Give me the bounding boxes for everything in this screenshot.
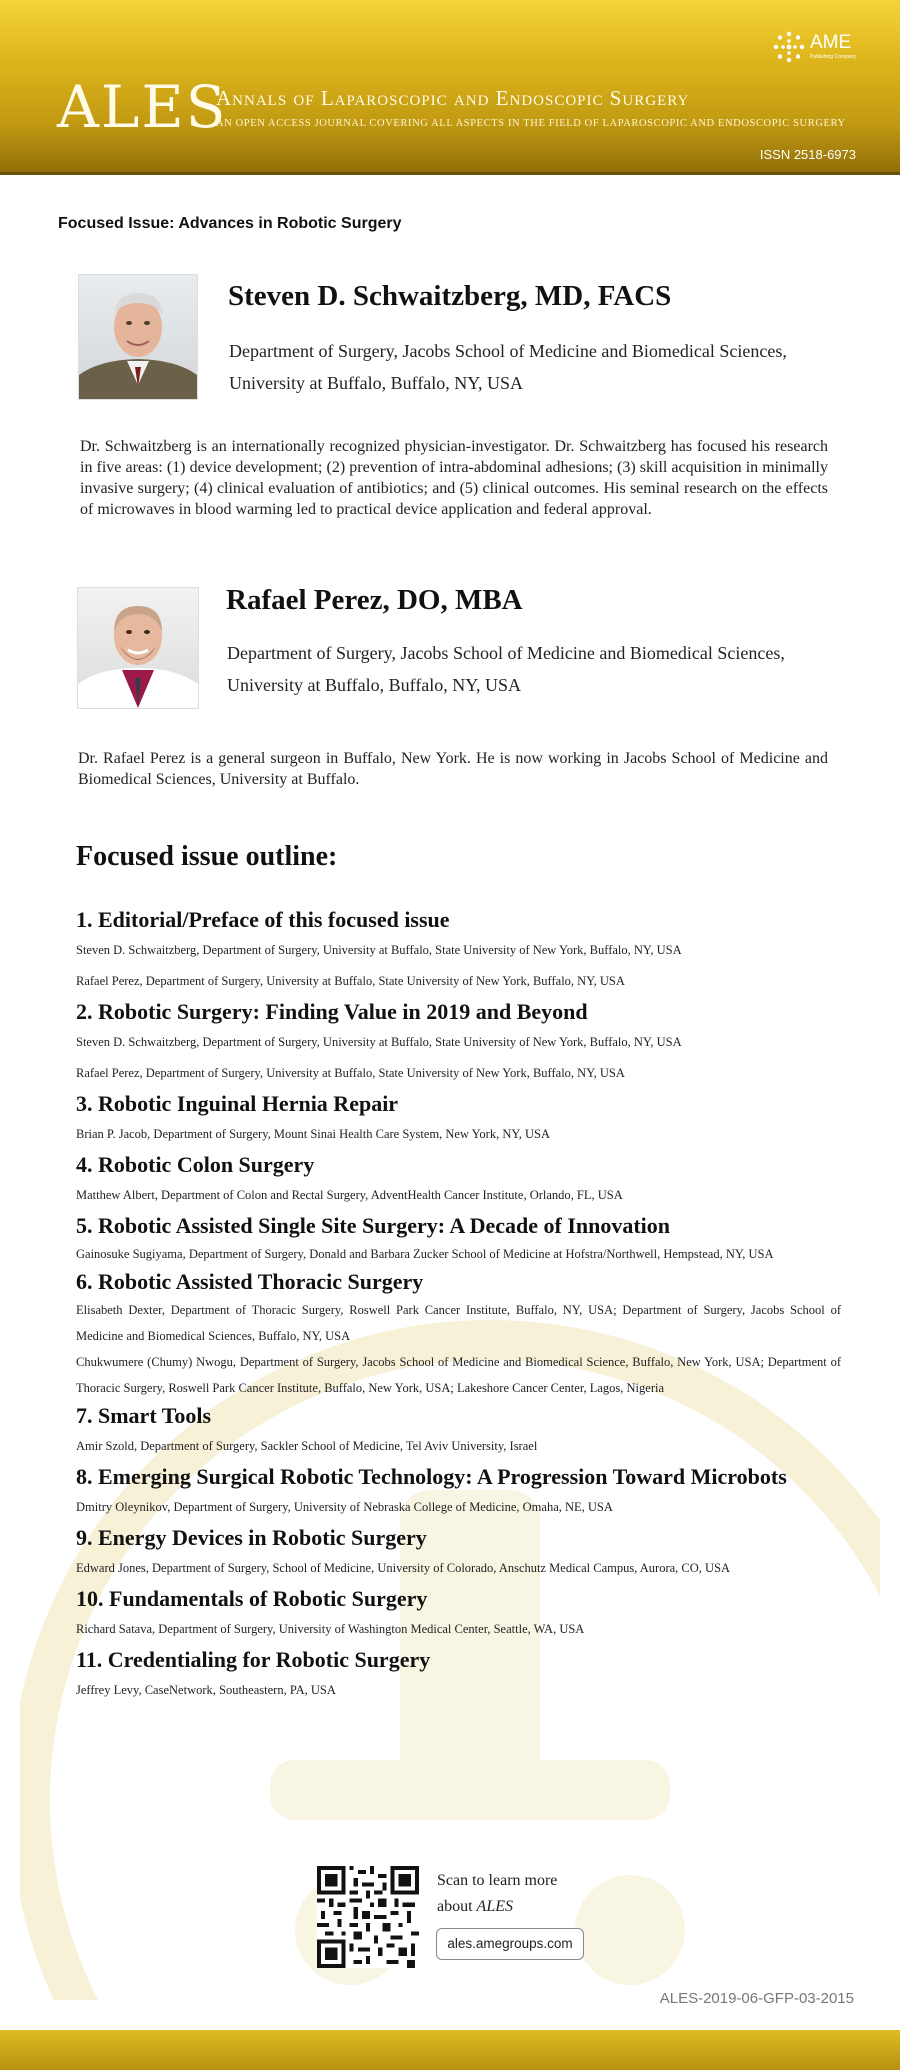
affiliation-line: Department of Surgery, Jacobs School of Medicine and Biomedical Sciences,	[227, 643, 785, 663]
affiliation-line: Department of Surgery, Jacobs School of Medicine and Biomedical Sciences,	[229, 341, 787, 361]
outline-item	[76, 1089, 841, 1150]
outline-item	[76, 1267, 841, 1401]
outline-item	[76, 1211, 841, 1267]
outline-item	[76, 1523, 841, 1584]
journal-subtitle: AN OPEN ACCESS JOURNAL COVERING ALL ASPECTS IN THE FIELD OF LAPAROSCOPIC AND ENDOSCOPIC SURGERY	[216, 118, 846, 129]
journal-abbreviation: ALES	[57, 73, 228, 141]
qr-code-icon[interactable]	[317, 1866, 419, 1968]
outline-item-author: Matthew Albert, Department of Colon and Rectal Surgery, AdventHealth Cancer Institute, Orlando, FL, USA	[76, 1188, 623, 1202]
outline-item-title[interactable]: 8. Emerging Surgical Robotic Technology: A Progression Toward Microbots	[76, 1464, 787, 1489]
header-divider	[0, 172, 900, 175]
outline-item-title[interactable]: 6. Robotic Assisted Thoracic Surgery	[76, 1269, 424, 1294]
outline-item-author: Brian P. Jacob, Department of Surgery, Mount Sinai Health Care System, New York, NY, USA	[76, 1127, 551, 1141]
outline-item	[76, 1150, 841, 1211]
outline-item-title[interactable]: 11. Credentialing for Robotic Surgery	[76, 1647, 431, 1672]
ame-logo-text: AME	[810, 32, 852, 53]
editor-name: Steven D. Schwaitzberg, MD, FACS	[228, 280, 672, 312]
outline-list	[76, 905, 841, 1706]
outline-item-title[interactable]: 3. Robotic Inguinal Hernia Repair	[76, 1091, 399, 1116]
journal-url-link[interactable]: ales.amegroups.com	[436, 1928, 584, 1960]
editor-photo-perez	[77, 587, 199, 709]
outline-item-title[interactable]: 7. Smart Tools	[76, 1403, 212, 1428]
scan-line	[437, 1894, 557, 1920]
outline-item-author: Richard Satava, Department of Surgery, University of Washington Medical Center, Seattle, WA, USA	[76, 1622, 585, 1636]
outline-item-author: Chukwumere (Chumy) Nwogu, Department of Surgery, Jacobs School of Medicine and Biomedical Science, Buffalo, New York, USA; Department of Thoracic Surgery, Roswell Park Cancer Institute, Buffalo, New York, USA; Lakeshore Cancer Center, Lagos, Nigeria	[76, 1355, 841, 1395]
outline-item-title[interactable]: 1. Editorial/Preface of this focused issue	[76, 907, 450, 932]
editor-bio: Dr. Rafael Perez is a general surgeon in Buffalo, New York. He is now working in Jacobs School of Medicine and Biomedical Sciences, University at Buffalo.	[78, 750, 828, 788]
affiliation-line: University at Buffalo, Buffalo, NY, USA	[227, 675, 521, 695]
outline-item	[76, 905, 841, 997]
affiliation-line: University at Buffalo, Buffalo, NY, USA	[229, 373, 523, 393]
outline-item	[76, 1462, 841, 1523]
outline-item	[76, 1584, 841, 1645]
ame-logo-icon	[772, 30, 806, 64]
outline-item	[76, 1645, 841, 1706]
journal-title: Annals of Laparoscopic and Endoscopic Surgery	[216, 86, 690, 110]
editor-affiliation	[227, 637, 837, 701]
outline-item-title[interactable]: 9. Energy Devices in Robotic Surgery	[76, 1525, 427, 1550]
scan-prompt	[437, 1868, 557, 1920]
portrait-icon	[78, 588, 198, 708]
editor-name: Rafael Perez, DO, MBA	[226, 584, 523, 616]
outline-item-author: Rafael Perez, Department of Surgery, University at Buffalo, State University of New York, Buffalo, NY, USA	[76, 974, 625, 988]
outline-item	[76, 997, 841, 1089]
editor-affiliation	[229, 335, 839, 399]
scan-about: about	[437, 1898, 473, 1915]
outline-item-author: Elisabeth Dexter, Department of Thoracic Surgery, Roswell Park Cancer Institute, Buffalo, NY, USA; Department of Surgery, Jacobs School of Medicine and Biomedical Sciences, Buffalo, NY, USA	[76, 1303, 841, 1343]
outline-item-title[interactable]: 5. Robotic Assisted Single Site Surgery: A Decade of Innovation	[76, 1213, 671, 1238]
outline-item-author: Jeffrey Levy, CaseNetwork, Southeastern, PA, USA	[76, 1683, 336, 1697]
outline-item-author: Rafael Perez, Department of Surgery, University at Buffalo, State University of New York, Buffalo, NY, USA	[76, 1066, 625, 1080]
outline-item-author: Gainosuke Sugiyama, Department of Surgery, Donald and Barbara Zucker School of Medicine at Hofstra/Northwell, Hempstead, NY, USA	[76, 1247, 774, 1261]
footer-bar	[0, 2030, 900, 2070]
journal-header	[0, 0, 900, 175]
document-code: ALES-2019-06-GFP-03-2015	[659, 1990, 854, 2007]
outline-item-author: Edward Jones, Department of Surgery, School of Medicine, University of Colorado, Anschutz Medical Campus, Aurora, CO, USA	[76, 1561, 731, 1575]
focused-issue-title: Focused Issue: Advances in Robotic Surgery	[58, 215, 402, 232]
outline-item-title[interactable]: 2. Robotic Surgery: Finding Value in 2019 and Beyond	[76, 999, 588, 1024]
issn: ISSN 2518-6973	[759, 147, 856, 162]
outline-item-author: Dmitry Oleynikov, Department of Surgery, University of Nebraska College of Medicine, Omaha, NE, USA	[76, 1500, 613, 1514]
outline-item-title[interactable]: 10. Fundamentals of Robotic Surgery	[76, 1586, 428, 1611]
editor-bio: Dr. Schwaitzberg is an internationally recognized physician-investigator. Dr. Schwaitzberg has focused his research in five areas: (1) device development; (2) prevention of intra-abdominal adhesions; (3) skill acquisition in minimally invasive surgery; (4) clinical evaluation of antibiotics; and (5) clinical outcomes. His seminal research on the effects of microwaves in blood warming led to practical device application and federal approval.	[80, 438, 828, 518]
outline-item-author: Steven D. Schwaitzberg, Department of Surgery, University at Buffalo, State University of New York, Buffalo, NY, USA	[76, 943, 682, 957]
outline-item-author: Steven D. Schwaitzberg, Department of Surgery, University at Buffalo, State University of New York, Buffalo, NY, USA	[76, 1035, 682, 1049]
ame-logo[interactable]	[772, 30, 864, 66]
outline-item-title[interactable]: 4. Robotic Colon Surgery	[76, 1152, 315, 1177]
portrait-icon	[79, 275, 197, 399]
outline-item-author: Amir Szold, Department of Surgery, Sackler School of Medicine, Tel Aviv University, Israel	[76, 1439, 538, 1453]
scan-line: Scan to learn more	[437, 1872, 558, 1889]
ame-logo-subtext: Publishing Company	[810, 54, 856, 60]
outline-heading: Focused issue outline:	[76, 841, 338, 872]
outline-item	[76, 1401, 841, 1462]
scan-journal: ALES	[476, 1898, 513, 1915]
editor-photo-schwaitzberg	[78, 274, 198, 400]
